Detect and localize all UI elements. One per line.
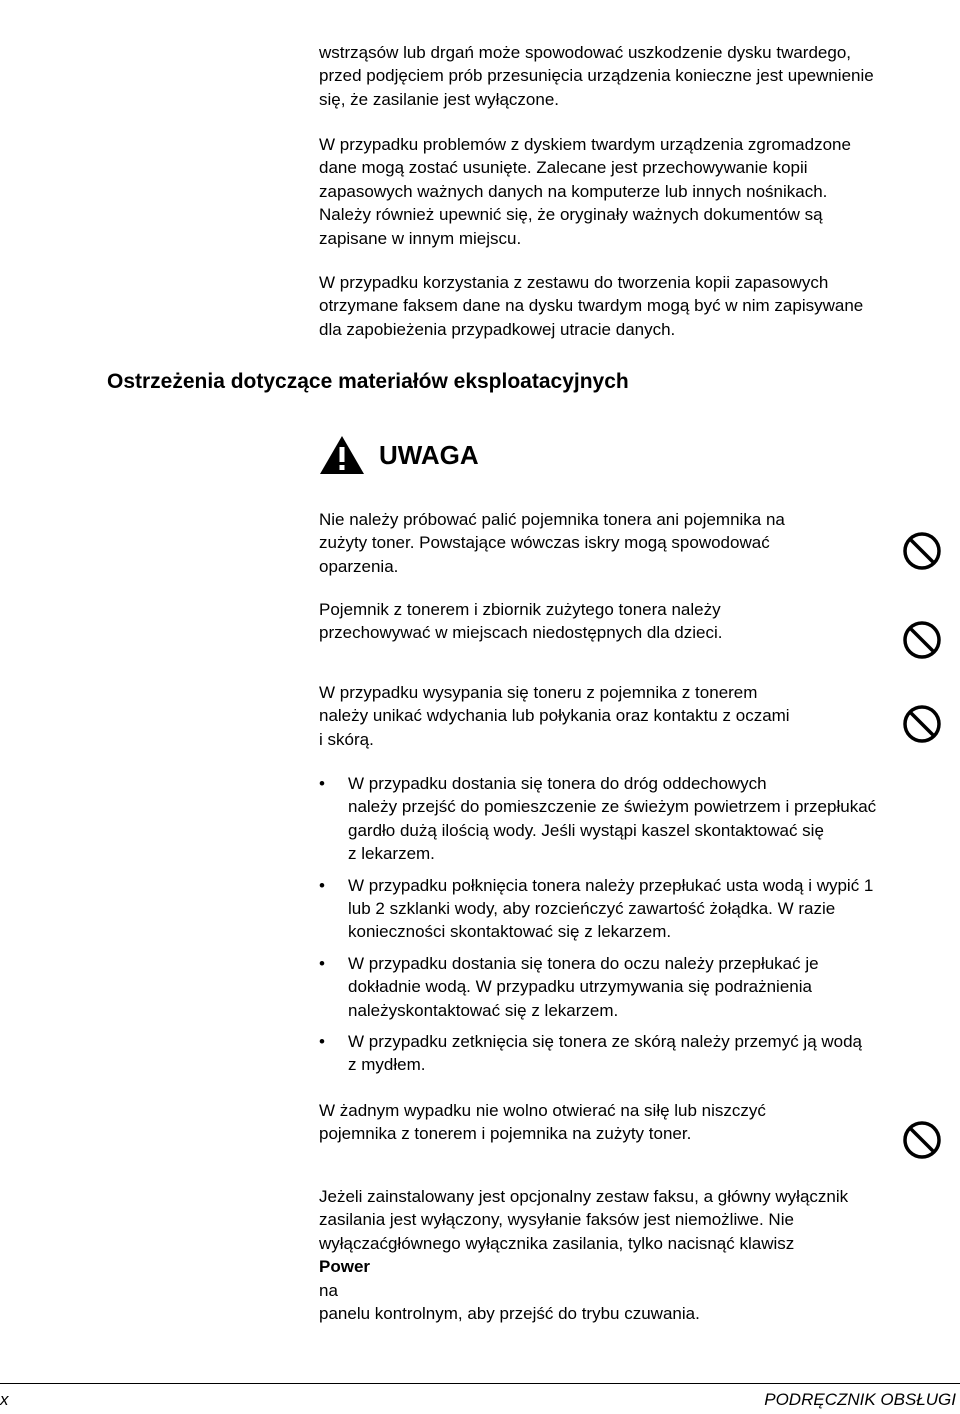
prohibition-icon [902, 704, 942, 744]
paragraph-hdd-backup: W przypadku problemów z dyskiem twardym urządzenia zgromadzone dane mogą zostać usunięte. Zalecane jest przechowywanie kopii zapasowych ważnych danych na komputerze lub innych nośnikach. Należy również upewnić się, że oryginały ważnych dokumentów są zapisane w innym miejscu. [319, 135, 851, 248]
paragraph-hdd-shock: wstrząsów lub drgań może spowodować uszkodzenie dysku twardego, przed podjęciem prób przesunięcia urządzenia konieczne jest upewnienie się, że zasilanie jest wyłączone. [319, 43, 874, 109]
bullet-icon: • [319, 774, 325, 793]
prohibition-icon [902, 1120, 942, 1160]
power-key-label: Power [319, 1257, 371, 1277]
paragraph-fax-backup: W przypadku korzystania z zestawu do tworzenia kopii zapasowych otrzymane faksem dane na dysku twardym mogą być w nim zapisywane dla zapobieżenia przypadkowej utracie danych. [319, 273, 864, 339]
warning-do-not-force-open: W żadnym wypadku nie wolno otwierać na siłę lub niszczyć pojemnika z tonerem i pojemnika na zużyty toner. [319, 1101, 766, 1144]
manual-title: PODRĘCZNIK OBSŁUGI [764, 1390, 956, 1409]
bullet-icon: • [319, 1032, 325, 1052]
list-item: • W przypadku dostania się tonera do dróg oddechowych należy przejść do pomieszczenie ze świeżym powietrzem i przepłukać gardło dużą ilością wody. Jeśli wystąpi kaszel skontaktować się z lekarzem. [319, 774, 877, 864]
bullet-icon: • [319, 953, 325, 973]
fax-power-note: Jeżeli zainstalowany jest opcjonalny zestaw faksu, a główny wyłącznik zasilania jest wyłączony, wysyłanie faksów jest niemożliwe. Nie wyłączaćgłównego wyłącznika zasilania, tylko nacisnąć klawisz Power na panelu kontrolnym, aby przejść do trybu czuwania. [319, 1187, 849, 1324]
bullet-icon: • [319, 875, 325, 895]
prohibition-icon [902, 620, 942, 660]
caution-label: UWAGA [379, 440, 479, 470]
list-item: • W przypadku połknięcia tonera należy przepłukać usta wodą i wypić 1 lub 2 szklanki wody, aby rozcieńczyć zawartość żołądka. W razie konieczności skontaktować się z lekarzem. [319, 875, 874, 942]
first-aid-list [319, 772, 959, 1085]
section-heading: Ostrzeżenia dotyczące materiałów eksploatacyjnych [107, 370, 629, 393]
warning-do-not-burn: Nie należy próbować palić pojemnika tonera ani pojemnika na zużyty toner. Powstające wówczas iskry mogą spowodować oparzenia. [319, 510, 785, 576]
footer-divider [0, 1383, 960, 1384]
warning-triangle-icon [319, 434, 365, 476]
fax-note-line3: wyłączaćgłównego wyłącznika zasilania, tylko nacisnąć klawisz Power na [319, 1233, 795, 1300]
page-number: x [0, 1390, 9, 1409]
caution-header [319, 433, 479, 477]
prohibition-icon [902, 531, 942, 571]
list-item: • W przypadku zetknięcia się tonera ze skórą należy przemyć ją wodą z mydłem. [319, 1032, 863, 1075]
list-item: • W przypadku dostania się tonera do oczu należy przepłukać je dokładnie wodą. W przypadku utrzymywania się podrażnienia należyskontaktować się z lekarzem. [319, 953, 819, 1020]
warning-keep-from-children: Pojemnik z tonerem i zbiornik zużytego tonera należy przechowywać w miejscach niedostępnych dla dzieci. [319, 600, 723, 643]
warning-toner-spill: W przypadku wysypania się toneru z pojemnika z tonerem należy unikać wdychania lub połykania oraz kontaktu z oczami i skórą. [319, 683, 790, 749]
